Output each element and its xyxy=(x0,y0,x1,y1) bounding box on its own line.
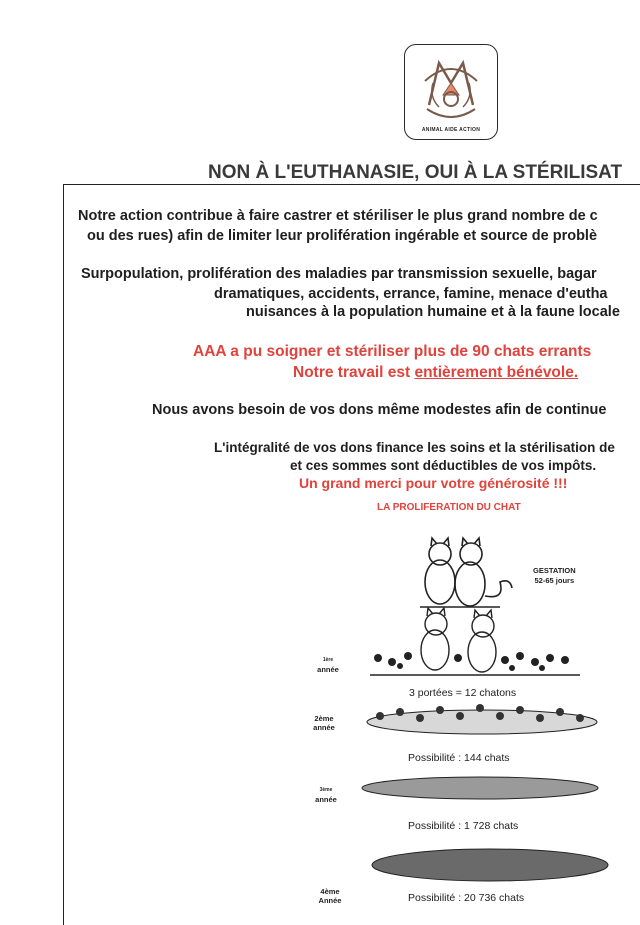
paragraph-1-line-1: Notre action contribue à faire castrer et stériliser le plus grand nombre de c xyxy=(78,208,598,224)
gestation-duration: 52-65 jours xyxy=(534,576,575,585)
page-title: NON À L'EUTHANASIE, OUI À LA STÉRILISAT xyxy=(208,162,623,183)
gestation-label xyxy=(533,566,576,586)
paragraph-2-line-2: dramatiques, accidents, errance, famine, menace d'eutha xyxy=(214,286,608,302)
year-3-caption: Possibilité : 1 728 chats xyxy=(408,820,519,832)
paragraph-2-line-3: nuisances à la population humaine et à la faune locale xyxy=(246,304,620,320)
highlight-line-1: AAA a pu soigner et stériliser plus de 90 chats errants xyxy=(193,343,592,360)
year-4-caption: Possibilité : 20 736 chats xyxy=(408,892,525,904)
diagram-title: LA PROLIFERATION DU CHAT xyxy=(377,502,521,513)
logo xyxy=(404,44,498,140)
thanks-line: Un grand merci pour votre générosité !!! xyxy=(299,475,568,491)
year-3-label: 3ème année xyxy=(315,787,337,804)
year-4-cats-icon xyxy=(372,849,608,881)
paragraph-2-line-1: Surpopulation, prolifération des maladies par transmission sexuelle, bagar xyxy=(81,266,597,282)
parent-cats-icon xyxy=(420,538,512,607)
cat-logo-icon xyxy=(405,47,497,127)
paragraph-5-line-2: et ces sommes sont déductibles de vos impôts. xyxy=(290,458,597,473)
logo-text: ANIMAL AIDE ACTION xyxy=(421,127,481,133)
year-2-label: 2ème année xyxy=(313,714,335,732)
year-1-label: 1ère année xyxy=(317,657,339,674)
paragraph-5-line-1: L'intégralité de vos dons finance les soins et la stérilisation de xyxy=(214,440,615,455)
volunteer-underlined: entièrement bénévole. xyxy=(414,364,579,381)
year-1-kittens-icon xyxy=(374,652,569,671)
highlight-line-2-text: Notre travail est xyxy=(293,364,415,381)
cat-proliferation-illustration xyxy=(300,530,640,905)
paragraph-4: Nous avons besoin de vos dons même modestes afin de continue xyxy=(152,402,607,418)
year-3-cats-icon xyxy=(362,777,598,799)
gestation-title: GESTATION xyxy=(533,566,576,575)
year-4-label: 4ème Année xyxy=(318,887,342,905)
paragraph-1-line-2: ou des rues) afin de limiter leur prolifération ingérable et source de problè xyxy=(87,228,598,244)
highlight-line-2 xyxy=(293,364,578,382)
year-2-cats-icon xyxy=(367,704,597,734)
year-2-caption: Possibilité : 144 chats xyxy=(408,752,510,764)
year-1-cats-icon xyxy=(421,608,496,672)
year-1-caption: 3 portées = 12 chatons xyxy=(409,687,517,699)
